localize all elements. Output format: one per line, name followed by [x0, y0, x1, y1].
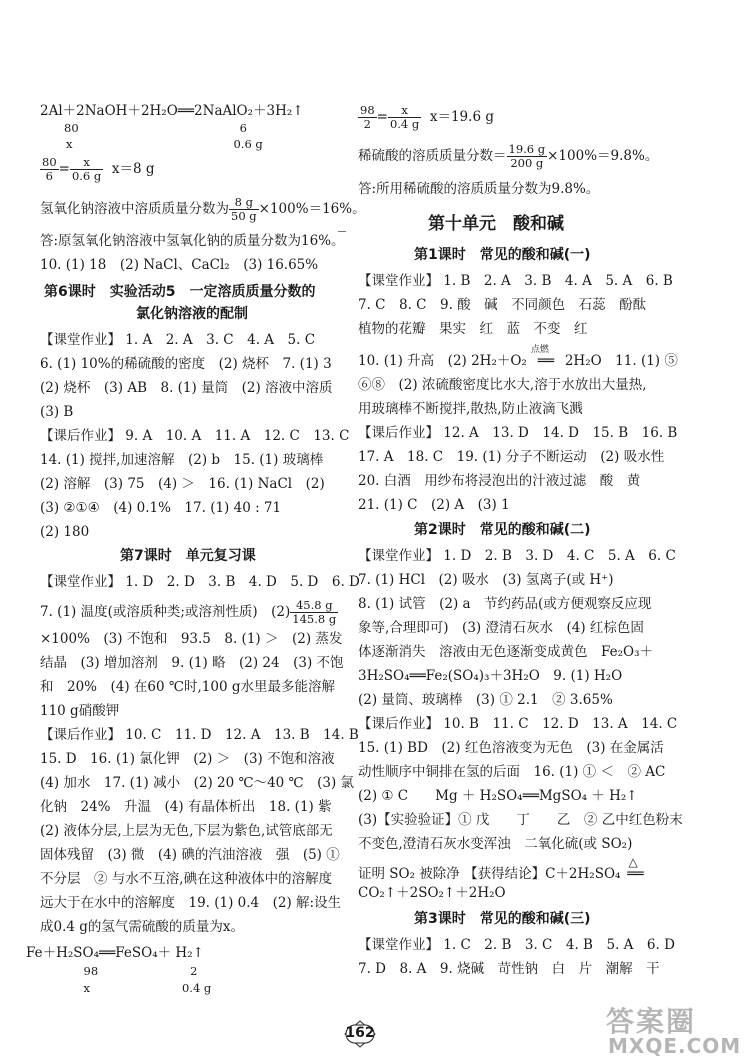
answer-line: 10. (1) 18 (2) NaCl、CaCl₂ (3) 16.65%	[40, 257, 319, 273]
fraction: $\frac{19.6 g}{200 g}$	[508, 142, 546, 170]
watermark-site-text: MXQE.COM	[608, 1034, 742, 1058]
fraction: $\frac{45.8 g}{145.8 g}$	[292, 598, 337, 626]
answer-line: 【课堂作业】 1. C 2. B 3. C 4. B 5. A 6. D	[358, 937, 675, 953]
answer-line: 6. (1) 10%的稀硫酸的密度 (2) 烧杯 7. (1) 3	[40, 356, 332, 372]
answer-line: 化钠 24% 升温 (4) 有晶体析出 18. (1) 紫	[40, 799, 332, 815]
answer-line: 象等,合理即可) (3) 澄清石灰水 (4) 红棕色固	[358, 620, 644, 636]
answer-line: 【课堂作业】 1. D 2. D 3. B 4. D 5. D 6. D	[40, 574, 360, 590]
answer-line: 【课堂作业】 1. D 2. B 3. D 4. C 5. A 6. C	[358, 548, 676, 564]
fraction: $\frac{x}{0.6 g}$	[71, 155, 102, 183]
answer-line: 15. D 16. (1) 氯化钾 (2) ＞ (3) 不饱和溶液	[40, 751, 335, 767]
lesson-title: 第7课时 单元复习课	[120, 548, 256, 564]
answer-line: 【课后作业】 9. A 10. A 11. A 12. C 13. C	[40, 428, 350, 444]
answer-line: 7. C 8. C 9. 酸 碱 不同颜色 石蕊 酚酞	[358, 297, 647, 313]
equation-line: 2Al＋2NaOH＋2H₂O══2NaAlO₂＋3H₂↑	[40, 103, 304, 119]
watermark-logo-text: 答案圈	[606, 1005, 697, 1038]
answer-line: 3H₂SO₄══Fe₂(SO₄)₃＋3H₂O 9. (1) H₂O	[358, 668, 623, 684]
unit-title: 第十单元 酸和碱	[428, 214, 564, 234]
answer-line: (3)【实验验证】① 戊 丁 乙 ② 乙中红色粉末	[358, 812, 683, 828]
mass-fraction-line: 氢氧化钠溶液中溶质质量分数为 $\frac{8 g}{50 g}$ ×100%＝16%。	[40, 195, 366, 223]
answer-line: 成0.4 g的氢气需硫酸的质量为x。	[40, 919, 245, 935]
answer-line: 17. A 18. C 19. (1) 分子不断运动 (2) 吸水性	[358, 449, 665, 465]
answer-line: 答:所用稀硫酸的溶质质量分数为9.8%。	[358, 181, 600, 197]
fraction: $\frac{98}{2}$	[360, 103, 375, 131]
answer-line: ⑥⑧ (2) 浓硫酸密度比水大,溶于水放出大量热,	[358, 377, 647, 393]
answer-line: 7. (1) HCl (2) 吸水 (3) 氢离子(或 H⁺)	[358, 572, 614, 588]
answer-line: 【课堂作业】 1. B 2. A 3. B 4. A 5. A 6. B	[358, 273, 673, 289]
equation-line: Fe＋H₂SO₄══FeSO₄＋ H₂↑	[26, 945, 204, 961]
answer-line: 7. D 8. A 9. 烧碱 苛性钠 白 片 潮解 干	[358, 961, 660, 977]
lesson-title: 第3课时 常见的酸和碱(三)	[414, 911, 591, 927]
lesson-title: 第2课时 常见的酸和碱(二)	[414, 522, 591, 538]
answer-line: 固体残留 (3) 微 (4) 碘的汽油溶液 强 (5) ①	[40, 847, 340, 863]
ratio-line: $\frac{80}{6}$ = $\frac{x}{0.6 g}$ x＝8 g	[42, 155, 155, 183]
lesson-title: 第1课时 常见的酸和碱(一)	[414, 247, 591, 263]
equation-values: x 0.6 g	[66, 137, 263, 151]
answer-line: (2) 溶解 (3) 75 (4) ＞ 16. (1) NaCl (2)	[40, 476, 325, 492]
fraction: $\frac{80}{6}$	[42, 155, 57, 183]
equation-coefficients: 80 6	[64, 121, 247, 135]
lesson-title: 氯化钠溶液的配制	[136, 306, 248, 322]
watermark	[588, 1000, 748, 1058]
answer-line: 15. (1) BD (2) 红色溶液变为无色 (3) 在金属活	[358, 740, 664, 756]
answer-line: 8. (1) 试管 (2) a 节约药品(或方便观察反应现	[358, 596, 652, 612]
fraction: $\frac{x}{0.4 g}$	[389, 103, 420, 131]
answer-line: (2) 液体分层,上层为无色,下层为紫色,试管底部无	[40, 823, 333, 839]
equation-coefficients: 98 2	[72, 964, 198, 978]
answer-line: 【课后作业】 10. C 11. D 12. A 13. B 14. B	[40, 727, 359, 743]
answer-line: (2) 量筒、玻璃棒 (3) ① 2.1 ② 3.65%	[358, 692, 613, 708]
answer-line: (2) 180	[40, 524, 90, 540]
answer-line: 20. 白酒 用纱布将浸泡出的汁液过滤 酸 黄	[358, 473, 641, 489]
answer-line: 10. (1) 升高 (2) 2H₂＋O₂ 点燃 ══ 2H₂O 11. (1) ⑤	[358, 345, 678, 369]
answer-line: 【课堂作业】 1. A 2. A 3. C 4. A 5. C	[40, 332, 316, 348]
answer-line: 110 g硝酸钾	[40, 703, 120, 719]
answer-line: 动性顺序中铜排在氢的后面 16. (1) ① ＜ ② AC	[358, 764, 666, 780]
answer-line: 【课后作业】 10. B 11. C 12. D 13. A 14. C	[358, 716, 678, 732]
answer-line: 不变色,澄清石灰水变浑浊 二氧化硫(或 SO₂)	[358, 836, 633, 852]
answer-line: (3) B	[40, 404, 74, 420]
answer-line: 植物的花瓣 果实 红 蓝 不变 红	[358, 321, 588, 337]
mass-fraction-line: 稀硫酸的溶质质量分数＝ $\frac{19.6 g}{200 g}$ ×100%＝9.8%。	[358, 142, 659, 170]
fraction: $\frac{8 g}{50 g}$	[231, 195, 257, 223]
answer-line: 结晶 (3) 增加溶剂 9. (1) 略 (2) 24 (3) 不饱	[40, 655, 344, 671]
ratio-line: $\frac{98}{2}$ = $\frac{x}{0.4 g}$ x＝19.6 g	[360, 103, 494, 131]
lesson-title: 第6课时 实验活动5 一定溶质质量分数的	[44, 284, 316, 300]
answer-line: 21. (1) C (2) A (3) 1	[358, 497, 510, 513]
answer-line: 用玻璃棒不断搅拌,散热,防止液滴飞溅	[358, 401, 583, 417]
answer-line: 【课后作业】 12. A 13. D 14. D 15. B 16. B	[358, 425, 678, 441]
answer-line: 不分层 ② 与水不互溶,碘在这种液体中的溶解度	[40, 871, 333, 887]
answer-line: 答:原氢氧化钠溶液中氢氧化钠的质量分数为16%。	[40, 233, 345, 249]
answer-line: 体逐渐消失 溶液由无色逐渐变成黄色 Fe₂O₃＋	[358, 644, 654, 660]
answer-line: 7. (1) 温度(或溶质种类;或溶剂性质) (2) $\frac{45.8 g}{145.8 g}$	[40, 598, 337, 626]
answer-line: 证明 SO₂ 被除净 【获得结论】C＋2H₂SO₄ △ ══	[358, 855, 644, 882]
answer-line: 远大于在水中的溶解度 19. (1) 0.4 (2) 解:设生	[40, 895, 342, 911]
page-number: 162	[337, 1019, 383, 1049]
equation-values: x 0.4 g	[72, 981, 212, 995]
answer-line: (2) 烧杯 (3) AB 8. (1) 量筒 (2) 溶液中溶质	[40, 380, 333, 396]
answer-line: ×100% (3) 不饱和 93.5 8. (1) ＞ (2) 蒸发	[40, 631, 343, 647]
answer-line: 和 20% (4) 在60 ℃时,100 g水里最多能溶解	[40, 679, 335, 695]
answer-line: CO₂↑＋2SO₂↑＋2H₂O	[358, 885, 506, 901]
answer-line: (4) 加水 17. (1) 减小 (2) 20 ℃～40 ℃ (3) 氯	[40, 775, 355, 791]
answer-line: (3) ②①④ (4) 0.1% 17. (1) 40 : 71	[40, 500, 282, 516]
decorative-rule	[338, 231, 346, 232]
answer-line: (2) ① C Mg ＋ H₂SO₄══MgSO₄ ＋ H₂↑	[358, 788, 638, 804]
answer-line: 14. (1) 搅拌,加速溶解 (2) b 15. (1) 玻璃棒	[40, 452, 324, 468]
